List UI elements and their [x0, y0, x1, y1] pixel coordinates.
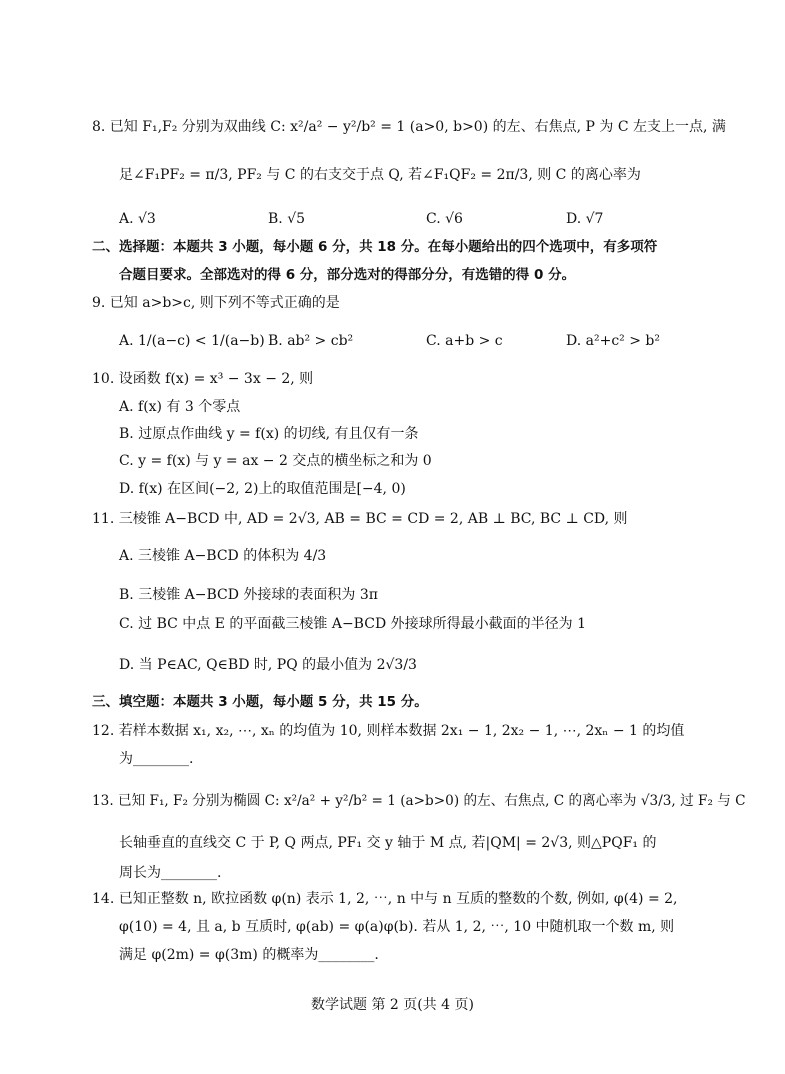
q10-option-b: B. 过原点作曲线 y = f(x) 的切线, 有且仅有一条 [119, 426, 419, 442]
q11-option-a: A. 三棱锥 A−BCD 的体积为 4/3 [119, 548, 327, 564]
q8-line1: 8. 已知 F₁,F₂ 分别为双曲线 C: x²/a² − y²/b² = 1 (a>0, b>0) 的左、右焦点, P 为 C 左支上一点, 满 [92, 119, 726, 135]
q12-line2: 为________. [119, 751, 194, 767]
q8-option-a: A. √3 [119, 211, 156, 227]
q8-option-d: D. √7 [566, 211, 604, 227]
q9-option-b: B. ab² > cb² [268, 333, 354, 349]
q9-stem: 9. 已知 a>b>c, 则下列不等式正确的是 [92, 295, 340, 311]
q10-stem: 10. 设函数 f(x) = x³ − 3x − 2, 则 [92, 371, 314, 387]
q11-option-b: B. 三棱锥 A−BCD 外接球的表面积为 3π [119, 587, 378, 603]
q14-line3: 满足 φ(2m) = φ(3m) 的概率为________. [119, 947, 379, 963]
q14-line2: φ(10) = 4, 且 a, b 互质时, φ(ab) = φ(a)φ(b). 若从 1, 2, ⋯, 10 中随机取一个数 m, 则 [119, 919, 675, 935]
section2-heading-line1: 二、选择题：本题共 3 小题，每小题 6 分，共 18 分。在每小题给出的四个选项中，有多项符 [92, 239, 658, 255]
q9-option-a: A. 1/(a−c) < 1/(a−b) [119, 333, 265, 349]
q8-line2: 足∠F₁PF₂ = π/3, PF₂ 与 C 的右支交于点 Q, 若∠F₁QF₂ = 2π/3, 则 C 的离心率为 [119, 167, 641, 183]
q11-stem: 11. 三棱锥 A−BCD 中, AD = 2√3, AB = BC = CD = 2, AB ⊥ BC, BC ⊥ CD, 则 [92, 511, 628, 527]
q12-line1: 12. 若样本数据 x₁, x₂, ⋯, xₙ 的均值为 10, 则样本数据 2x₁ − 1, 2x₂ − 1, ⋯, 2xₙ − 1 的均值 [92, 723, 685, 739]
section3-heading: 三、填空题：本题共 3 小题，每小题 5 分，共 15 分。 [92, 694, 428, 710]
q9-option-d: D. a²+c² > b² [566, 333, 660, 349]
section2-heading-line2: 合题目要求。全部选对的得 6 分，部分选对的得部分分，有选错的得 0 分。 [119, 267, 576, 283]
q10-option-c: C. y = f(x) 与 y = ax − 2 交点的横坐标之和为 0 [119, 453, 432, 469]
q10-option-d: D. f(x) 在区间(−2, 2)上的取值范围是[−4, 0) [119, 481, 406, 497]
q9-option-c: C. a+b > c [426, 333, 503, 349]
q14-line1: 14. 已知正整数 n, 欧拉函数 φ(n) 表示 1, 2, ⋯, n 中与 n 互质的整数的个数, 例如, φ(4) = 2, [92, 891, 678, 907]
q13-line3: 周长为________. [119, 865, 222, 881]
q10-option-a: A. f(x) 有 3 个零点 [119, 399, 241, 415]
q13-line1: 13. 已知 F₁, F₂ 分别为椭圆 C: x²/a² + y²/b² = 1 (a>b>0) 的左、右焦点, C 的离心率为 √3/3, 过 F₂ 与 C [92, 793, 746, 809]
q8-option-b: B. √5 [268, 211, 306, 227]
q8-option-c: C. √6 [426, 211, 463, 227]
q13-line2: 长轴垂直的直线交 C 于 P, Q 两点, PF₁ 交 y 轴于 M 点, 若|QM| = 2√3, 则△PQF₁ 的 [119, 835, 657, 851]
q11-option-c: C. 过 BC 中点 E 的平面截三棱锥 A−BCD 外接球所得最小截面的半径为 1 [119, 616, 586, 632]
q11-option-d: D. 当 P∈AC, Q∈BD 时, PQ 的最小值为 2√3/3 [119, 657, 417, 673]
page-footer: 数学试题 第 2 页(共 4 页) [311, 997, 474, 1013]
